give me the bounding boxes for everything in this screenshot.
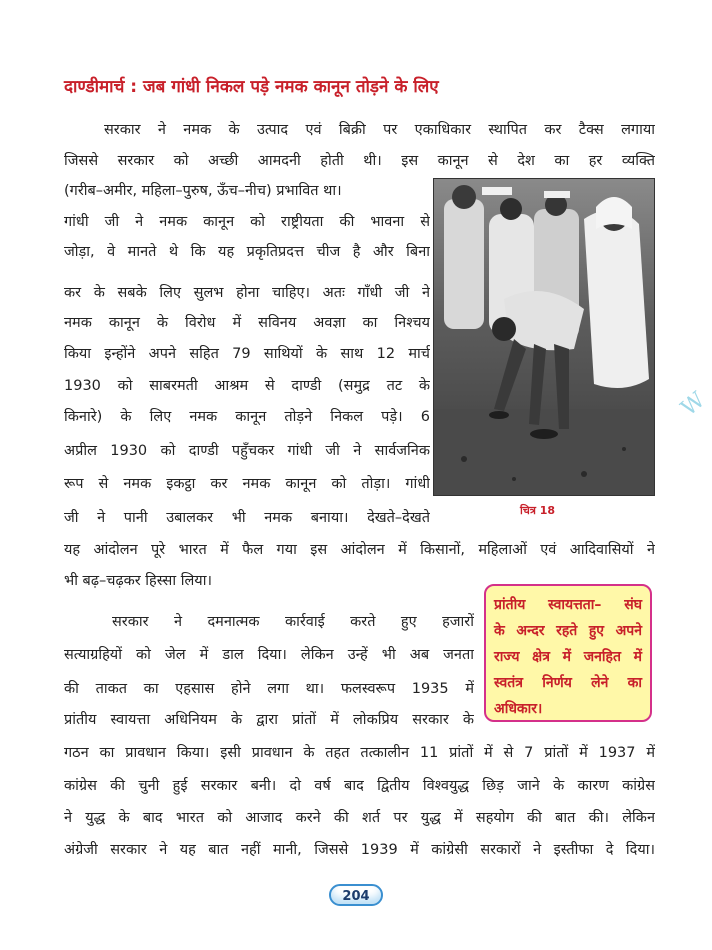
definition-line: स्वतंत्र निर्णय लेने का — [494, 675, 642, 691]
text-line: ने युद्ध के बाद भारत को आजाद करने की शर्त पर युद्ध में सहयोग की बात की। लेकिन — [64, 810, 655, 826]
text-line: जोड़ा, वे मानते थे कि यह प्रकृतिप्रदत्त चीज है और बिना — [64, 244, 430, 260]
text-line: कांग्रेस की चुनी हुई सरकार बनी। दो वर्ष बाद द्वितीय विश्वयुद्ध छिड़ जाने के कारण कांग्रेस — [64, 778, 655, 794]
page-number: 204 — [329, 884, 383, 906]
text-line: (गरीब–अमीर, महिला–पुरुष, ऊँच–नीच) प्रभावित था। — [64, 183, 342, 199]
definition-line: अधिकार। — [494, 701, 543, 717]
text-line: भी बढ़–चढ़कर हिस्सा लिया। — [64, 573, 212, 589]
text-line: गांधी जी ने नमक कानून को राष्ट्रीयता की भावना से — [64, 214, 430, 230]
text-line: यह आंदोलन पूरे भारत में फैल गया इस आंदोलन में किसानों, महिलाओं एवं आदिवासियों ने — [64, 542, 655, 558]
text-line: अंग्रेजी सरकार ने यह बात नहीं मानी, जिससे 1939 में कांग्रेसी सरकारों ने इस्तीफा दे दिया। — [64, 842, 655, 858]
definition-box — [484, 584, 652, 722]
definition-line: राज्य क्षेत्र में जनहित में — [494, 649, 642, 665]
text-line: प्रांतीय स्वायत्ता अधिनियम के द्वारा प्रांतों में लोकप्रिय सरकार के — [64, 712, 474, 728]
figure-caption: चित्र 18 — [520, 504, 556, 517]
definition-line: प्रांतीय स्वायत्तता– संघ — [494, 597, 642, 613]
text-line: गठन का प्रावधान किया। इसी प्रावधान के तहत तत्कालीन 11 प्रांतों में से 7 प्रांतों में 1937 में — [64, 745, 655, 761]
text-line: जी ने पानी उबालकर भी नमक बनाया। देखते–देखते — [64, 510, 430, 526]
section-heading: दाण्डीमार्च : जब गांधी निकल पड़े नमक कानून तोड़ने के लिए — [64, 77, 439, 97]
text-line: 1930 को साबरमती आश्रम से दाण्डी (समुद्र तट के — [64, 378, 430, 394]
text-line: सरकार ने नमक के उत्पाद एवं बिक्री पर एकाधिकार स्थापित कर टैक्स लगाया — [104, 122, 655, 138]
salt-march-photo — [434, 179, 655, 496]
figure-photo — [433, 178, 655, 496]
text-line: किनारे) के लिए नमक कानून तोड़ने निकल पड़े। 6 — [64, 409, 430, 425]
text-line: जिससे सरकार को अच्छी आमदनी होती थी। इस कानून से देश का हर व्यक्ति — [64, 153, 655, 169]
watermark-mark: W — [676, 387, 711, 422]
text-line: की ताकत का एहसास होने लगा था। फलस्वरूप 1935 में — [64, 681, 474, 697]
text-line: सत्याग्रहियों को जेल में डाल दिया। लेकिन उन्हें भी अब जनता — [64, 647, 474, 663]
text-line: नमक कानून के विरोध में सविनय अवज्ञा का निश्चय — [64, 315, 430, 331]
text-line: रूप से नमक इकट्ठा कर नमक कानून को तोड़ा। गांधी — [64, 476, 430, 492]
text-line: सरकार ने दमनात्मक कार्रवाई करते हुए हजारों — [112, 614, 474, 630]
text-line: कर के सबके लिए सुलभ होना चाहिए। अतः गाँधी जी ने — [64, 285, 430, 301]
definition-line: के अन्दर रहते हुए अपने — [494, 623, 642, 639]
text-line: किया इन्होंने अपने सहित 79 साथियों के साथ 12 मार्च — [64, 346, 430, 362]
text-line: अप्रील 1930 को दाण्डी पहुँचकर गांधी जी ने सार्वजनिक — [64, 443, 430, 459]
